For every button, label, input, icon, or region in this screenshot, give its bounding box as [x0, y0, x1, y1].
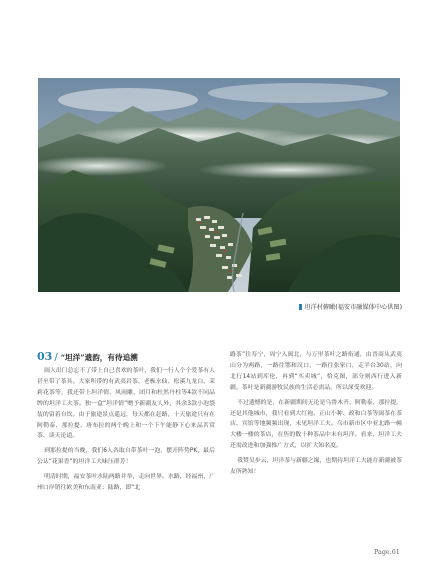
paragraph: 明清时期，福安茶叶水陆两路并举，走向世界。水路，经福州、广州口岸销往欧美和东南亚；陆路，即“北	[37, 474, 215, 492]
paragraph: 到那拉提的当晚，我们6人各取自带茶叶一泡，摆开阵势PK，最后公认“花果香”的坦洋工夫味压群芳！	[37, 448, 215, 466]
photo-caption: 坦洋村俯瞰(福安市融媒体中心供图)	[230, 303, 402, 312]
section-number: 03	[37, 350, 53, 363]
paragraph: 不过遗憾的是，在新疆期间无论是乌鲁木齐、阿勒泰、那拉提，还是其他城市，我只看到大红袍、正山小种、政和白茶等闽茶在茶店、宾馆等地频频出现，未见坦洋工夫。乌市新市区中亚北路一幢大楼一楼的茶店，在售的数十种茶品中未有坦洋。看来，坦洋工夫还需改进和加强推广方式，以扩大知名度。	[230, 399, 403, 450]
village-aerial-photo	[38, 78, 400, 292]
left-text-column	[37, 366, 215, 498]
right-text-column	[230, 350, 402, 482]
section-heading	[37, 345, 217, 363]
paragraph: 路茶”往寿宁，周宁入闽北，与万里茶叶之路衔通，由晋商从武夷山分为两路，一路往鄂和汉口，一路往张家口，走羊台30站，向北行14站到库伦，再到“买卖城”，恰克图，部分则西行进入新疆。茶叶是新疆游牧民族的生活必需品，所以深受欢迎。	[230, 352, 402, 391]
paragraph: 闽人出门总忘不了带上自己喜欢的茶叶，我们一行人个个爱茶有人甚至带了茶具。大家所带的有武夷岩茶、老枞水仙、松溪九龙白、茉莉花茶等，我还带上坦洋情、风雨雕、团月和杜然丹柱等4款不同品牌的坦洋工夫茶。独一盒“坦洋情”赠予新疆友人外，其余3款小泡袋装的留着自饮。由于旅途景点遥远，每天都在赶路，十天旅途只有在阿勒泰、那拉提、唐布拉的两个晚上和一个下午能静下心来品茗赏茶、谈天论道。	[37, 368, 215, 440]
section-title: “坦洋”遗韵，有待追溯	[60, 353, 138, 362]
section-divider: /	[54, 352, 58, 363]
mountain-village-image	[38, 78, 400, 292]
page-number: Page.61	[374, 548, 400, 556]
paragraph: 我赞吴步云，坦洋茶与新疆之缘，也期待坦洋工夫能在新疆被茶友所熟知！	[230, 458, 403, 476]
